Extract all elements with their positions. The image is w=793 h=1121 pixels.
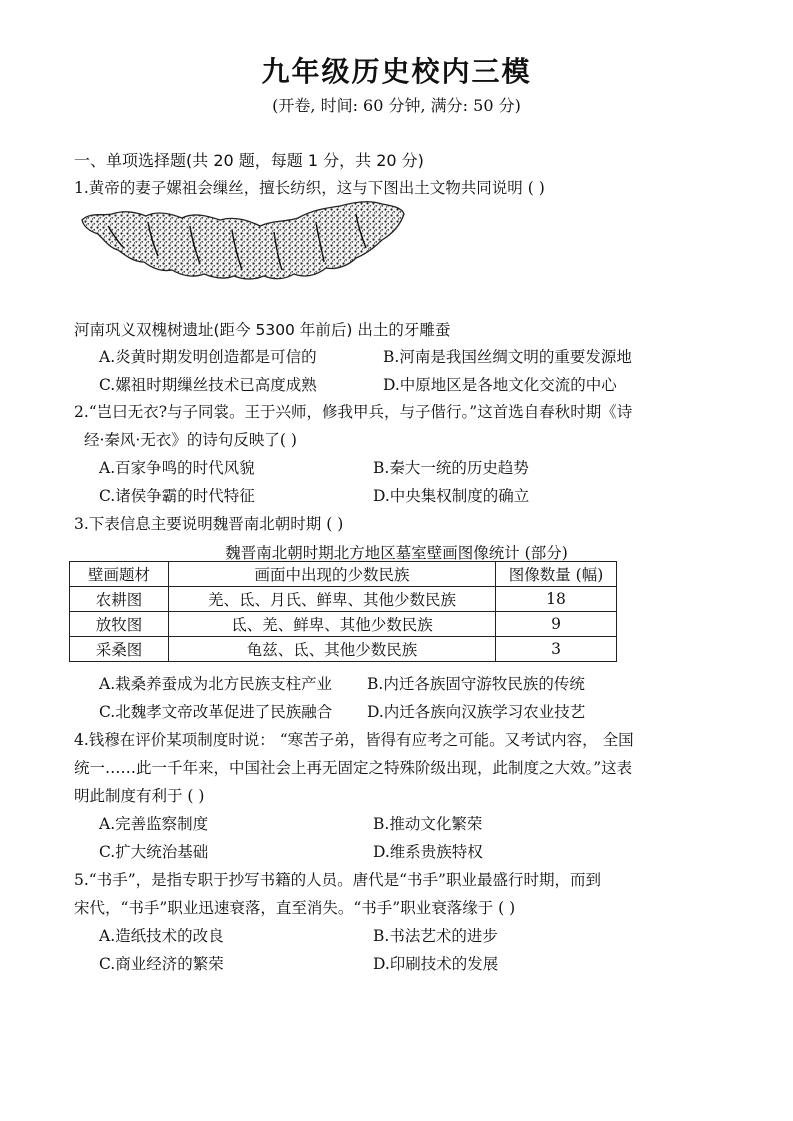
q5-option-d[interactable]: D.印刷技术的发展 xyxy=(373,955,499,973)
page-title: 九年级历史校内三模 xyxy=(261,55,532,88)
mural-statistics-table xyxy=(69,561,617,662)
q2-option-a[interactable]: A.百家争鸣的时代风貌 xyxy=(99,459,255,477)
question-1-stem: 1.黄帝的妻子嫘祖会缫丝，擅长纺织，这与下图出土文物共同说明 ( ) xyxy=(74,179,545,197)
question-3-stem: 3.下表信息主要说明魏晋南北朝时期 ( ) xyxy=(74,515,344,533)
q3-option-b[interactable]: B.内迁各族固守游牧民族的传统 xyxy=(367,675,585,693)
column-header: 图像数量 (幅) xyxy=(496,562,617,587)
q2-option-b[interactable]: B.秦大一统的历史趋势 xyxy=(373,459,529,477)
q2-option-d[interactable]: D.中央集权制度的确立 xyxy=(373,487,530,505)
question-5-stem-line1: 5.“书手”，是指专职于抄写书籍的人员。唐代是“书手”职业最盛行时期，而到 xyxy=(74,871,601,889)
question-4-stem-line3: 明此制度有利于 ( ) xyxy=(74,787,205,805)
table-row xyxy=(70,587,617,612)
question-2-stem-line1: 2.“岂曰无衣?与子同裳。王于兴师，修我甲兵，与子偕行。”这首选自春秋时期《诗 xyxy=(74,403,633,421)
q1-option-b[interactable]: B.河南是我国丝绸文明的重要发源地 xyxy=(383,348,632,366)
q2-option-c[interactable]: C.诸侯争霸的时代特征 xyxy=(99,487,255,505)
q1-option-d[interactable]: D.中原地区是各地文化交流的中心 xyxy=(383,376,617,394)
q3-option-c[interactable]: C.北魏孝文帝改革促进了民族融合 xyxy=(99,703,333,721)
q4-option-c[interactable]: C.扩大统治基础 xyxy=(99,843,209,861)
table-cell: 18 xyxy=(496,587,617,612)
table-caption: 魏晋南北朝时期北方地区墓室壁画图像统计 (部分) xyxy=(225,544,568,562)
question-4-stem-line2: 统一……此一千年来，中国社会上再无固定之特殊阶级出现，此制度之大效。”这表 xyxy=(74,759,633,777)
q3-option-a[interactable]: A.栽桑养蚕成为北方民族支柱产业 xyxy=(99,675,333,693)
q5-option-a[interactable]: A.造纸技术的改良 xyxy=(99,927,224,945)
ivory-silkworm-image xyxy=(78,196,408,296)
table-row xyxy=(70,637,617,662)
table-cell: 氐、羌、鲜卑、其他少数民族 xyxy=(169,612,496,637)
table-cell: 采桑图 xyxy=(70,637,169,662)
q4-option-b[interactable]: B.推动文化繁荣 xyxy=(373,815,483,833)
table-cell: 农耕图 xyxy=(70,587,169,612)
question-5-stem-line2: 宋代，“书手”职业迅速衰落，直至消失。“书手”职业衰落缘于 ( ) xyxy=(74,899,516,917)
exam-info: (开卷, 时间: 60 分钟, 满分: 50 分) xyxy=(272,96,521,115)
q5-option-b[interactable]: B.书法艺术的进步 xyxy=(373,927,498,945)
q1-option-a[interactable]: A.炎黄时期发明创造都是可信的 xyxy=(99,348,317,366)
question-4-stem-line1: 4.钱穆在评价某项制度时说： “寒苦子弟，皆得有应考之可能。又考试内容， 全国 xyxy=(74,731,634,749)
question-2-stem-line2: 经·秦风·无衣》的诗句反映了( ) xyxy=(84,431,297,449)
image-caption: 河南巩义双槐树遗址(距今 5300 年前后) 出土的牙雕蚕 xyxy=(74,321,451,339)
column-header: 画面中出现的少数民族 xyxy=(169,562,496,587)
q4-option-a[interactable]: A.完善监察制度 xyxy=(99,815,209,833)
q4-option-d[interactable]: D.维系贵族特权 xyxy=(373,843,483,861)
q5-option-c[interactable]: C.商业经济的繁荣 xyxy=(99,955,224,973)
section-heading: 一、单项选择题(共 20 题，每题 1 分，共 20 分) xyxy=(74,151,424,170)
table-header-row xyxy=(70,562,617,587)
table-cell: 羌、氐、月氏、鲜卑、其他少数民族 xyxy=(169,587,496,612)
table-cell: 9 xyxy=(496,612,617,637)
q3-option-d[interactable]: D.内迁各族向汉族学习农业技艺 xyxy=(367,703,586,721)
table-cell: 3 xyxy=(496,637,617,662)
q1-option-c[interactable]: C.嫘祖时期缫丝技术已高度成熟 xyxy=(99,376,317,394)
table-cell: 放牧图 xyxy=(70,612,169,637)
table-cell: 龟兹、氐、其他少数民族 xyxy=(169,637,496,662)
column-header: 壁画题材 xyxy=(70,562,169,587)
table-row xyxy=(70,612,617,637)
